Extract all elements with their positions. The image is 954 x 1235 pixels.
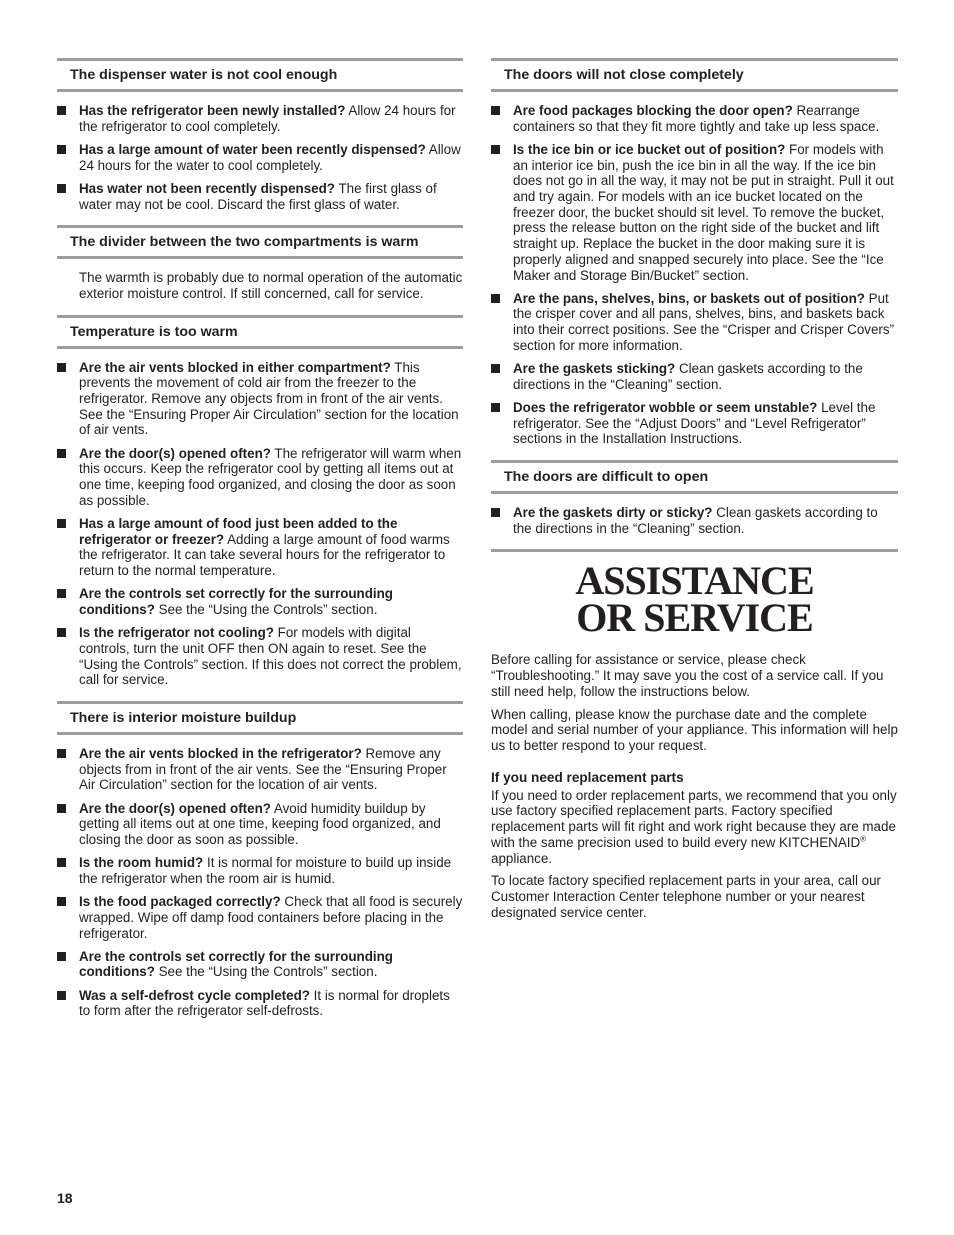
square-bullet-icon [491,403,500,412]
list-item [491,505,898,536]
section-divider-warm [57,225,463,301]
section-heading: The doors will not close completely [491,58,898,92]
section-moisture-buildup [57,701,463,1019]
list-item [57,894,463,941]
square-bullet-icon [57,749,66,758]
body-paragraph: Before calling for assistance or service, please check “Troubleshooting.” It may save you the cost of a service call. If you still need help, follow the instructions below. [491,652,884,699]
square-bullet-icon [491,508,500,517]
item-answer: Put the crisper cover and all pans, shelves, bins, and baskets back into their correct positions. See the “Crisper and Crisper Covers” section for more information. [513,290,895,353]
list-item [57,746,463,793]
list-item [491,400,898,447]
list-item [57,103,463,134]
item-question: Are the gaskets dirty or sticky? [513,505,713,521]
left-column [57,58,463,1032]
item-question: Has water not been recently dispensed? [79,180,335,196]
text-span: If you need to order replacement parts, we recommend that you only use factory specified replacement parts. Factory specified replacement parts will fit right and work right because they are made with the same precision used to build every new KITCHENAID [491,787,897,850]
square-bullet-icon [57,519,66,528]
item-answer: For models with digital controls, turn the unit OFF then ON again to reset. See the “Using the Controls” section. If this does not correct the problem, call for service. [79,625,462,688]
square-bullet-icon [57,184,66,193]
list-item [57,625,463,688]
item-question: Are the door(s) opened often? [79,445,271,461]
item-answer: Clean gaskets according to the directions in the “Cleaning” section. [513,361,863,392]
item-question: Has the refrigerator been newly installed? [79,103,346,118]
list-item [57,586,463,617]
section-doors-difficult [491,460,898,536]
square-bullet-icon [57,897,66,906]
item-answer: Clean gaskets according to the directions in the “Cleaning” section. [513,505,878,536]
list-item [57,988,463,1019]
item-answer: This prevents the movement of cold air from the freezer to the refrigerator. Remove any objects from in front of the air vents. See the “Ensuring Proper Air Circulation” section for the location of air vents. [79,359,459,438]
item-question: Are the controls set correctly for the surrounding conditions? [79,586,393,617]
square-bullet-icon [57,589,66,598]
item-question: Does the refrigerator wobble or seem unstable? [513,399,818,415]
square-bullet-icon [57,628,66,637]
list-item [57,142,463,173]
item-question: Are the controls set correctly for the surrounding conditions? [79,948,393,980]
square-bullet-icon [57,858,66,867]
list-item [491,291,898,354]
item-question: Is the ice bin or ice bucket out of position? [513,141,786,157]
item-answer: Avoid humidity buildup by getting all items out at one time, keeping food organized, and closing the door as soon as possible. [79,800,441,847]
square-bullet-icon [491,145,500,154]
right-column [491,58,898,927]
section-heading: Temperature is too warm [57,315,463,349]
section-doors-not-close [491,58,898,447]
item-question: Has a large amount of water been recently dispensed? [79,141,426,157]
item-question: Are the gaskets sticking? [513,361,676,377]
list-item [57,181,463,212]
item-answer: For models with an interior ice bin, push the ice bin in all the way. If the ice bin does not go in all the way, it may not be put in straight. Pull it out and try again. For models with an ice bucket located on the freezer door, the bucket should sit level. To remove the bucket, press the release button on the right side of the bucket and lift straight up. Replace the bucket in the door making sure it is properly aligned and snapped securely into place. See the “Ice Maker and Storage Bin/Bucket” section. [513,141,894,283]
item-answer: It is normal for droplets to form after the refrigerator self-defrosts. [79,987,450,1019]
registered-mark: ® [860,834,867,844]
section-temperature-warm [57,315,463,688]
body-paragraph: When calling, please know the purchase date and the complete model and serial number of your appliance. This information will help us to better respond to your request. [491,706,898,753]
item-question: Is the refrigerator not cooling? [79,625,274,641]
square-bullet-icon [491,294,500,303]
item-question: Are the air vents blocked in either compartment? [79,359,391,375]
item-question: Are the air vents blocked in the refrigerator? [79,745,362,761]
section-paragraph: The warmth is probably due to normal operation of the automatic exterior moisture control. If still concerned, call for service. [79,270,463,301]
list-item [57,360,463,439]
section-heading: The doors are difficult to open [491,460,898,494]
item-answer: Adding a large amount of food warms the refrigerator. It can take several hours for the refrigerator to return to the normal temperature. [79,531,450,579]
subheading: If you need replacement parts [491,769,684,785]
item-question: Are food packages blocking the door open? [513,103,793,118]
item-answer: Allow 24 hours for the refrigerator to cool completely. [79,103,456,134]
list-item [57,801,463,848]
text-span: appliance. [491,850,553,866]
item-answer: It is normal for moisture to build up inside the refrigerator when the room air is humid. [79,855,452,886]
page-title [491,558,898,641]
square-bullet-icon [57,991,66,1000]
section-dispenser-water [57,58,463,212]
list-item [491,361,898,392]
item-question: Is the room humid? [79,855,204,871]
item-answer: Level the refrigerator. See the “Adjust Doors” and “Level Refrigerator” sections in the Installation Instructions. [513,399,876,447]
section-heading: The dispenser water is not cool enough [57,58,463,92]
item-answer: Rearrange containers so that they fit more tightly and take up less space. [513,103,880,134]
item-question: Has a large amount of food just been added to the refrigerator or freezer? [79,515,398,547]
square-bullet-icon [57,449,66,458]
item-answer: The refrigerator will warm when this occurs. Keep the refrigerator cool by getting all items out at one time, keeping food organized, and closing the door as soon as possible. [79,445,462,508]
item-answer: See the “Using the Controls” section. [154,964,378,980]
square-bullet-icon [57,145,66,154]
list-item [57,949,463,980]
title-line-1: ASSISTANCE [575,558,814,604]
assistance-section [491,549,898,920]
list-item [57,446,463,509]
square-bullet-icon [57,804,66,813]
item-answer: Check that all food is securely wrapped. Wipe off damp food containers before placing in the refrigerator. [79,894,463,941]
item-question: Was a self-defrost cycle completed? [79,987,310,1003]
item-answer: The first glass of water may not be cool. Discard the first glass of water. [79,180,437,212]
square-bullet-icon [57,106,66,115]
item-question: Are the door(s) opened often? [79,800,271,816]
title-line-2: OR SERVICE [576,595,813,641]
body-paragraph [491,788,898,867]
item-answer: Allow 24 hours for the water to cool completely. [79,141,461,173]
item-question: Is the food packaged correctly? [79,894,281,910]
section-heading: The divider between the two compartments is warm [57,225,463,259]
item-question: Are the pans, shelves, bins, or baskets out of position? [513,290,865,306]
section-heading: There is interior moisture buildup [57,701,463,735]
item-answer: See the “Using the Controls” section. [154,601,378,617]
square-bullet-icon [57,363,66,372]
body-paragraph: To locate factory specified replacement parts in your area, call our Customer Interaction Center telephone number or your nearest designated service center. [491,873,882,920]
page-number: 18 [57,1190,73,1206]
item-answer: Remove any objects from in front of the air vents. See the “Ensuring Proper Air Circulation” section for the location of air vents. [79,745,447,793]
list-item [491,142,898,283]
list-item [57,516,463,579]
square-bullet-icon [491,106,500,115]
list-item [57,855,463,886]
list-item [491,103,898,134]
square-bullet-icon [491,364,500,373]
square-bullet-icon [57,952,66,961]
